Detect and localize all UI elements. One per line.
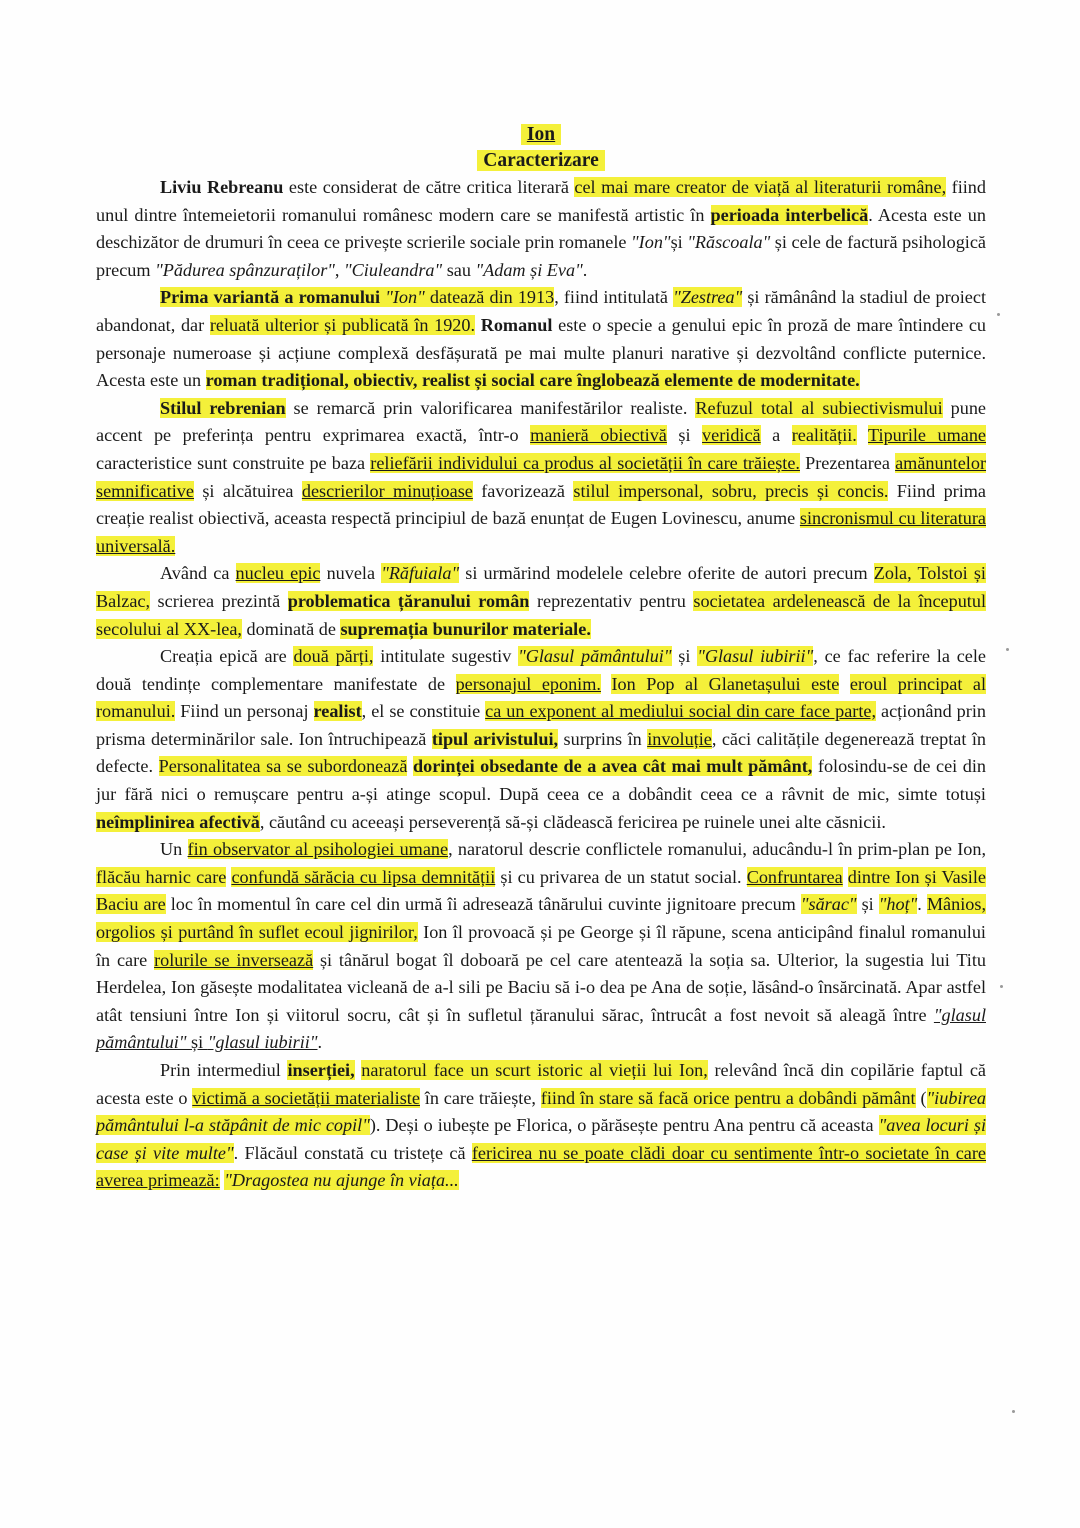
text-run: sau (442, 259, 476, 280)
highlighted-text: stilul impersonal, sobru, precis și concis. (573, 480, 889, 501)
highlighted-text: Prima variantă a romanului (160, 287, 386, 308)
highlighted-text: datează din 1913 (424, 287, 555, 308)
highlighted-text: Stilul rebrenian (160, 397, 286, 418)
highlighted-text: flăcău harnic care (96, 866, 227, 887)
text-run: , naratorul descrie conflictele romanului, aducându-l în prim-plan pe Ion, (448, 839, 986, 860)
highlighted-text: fericirea nu se poate clădi doar cu sentimente într-o societate în care averea primează: (96, 1142, 986, 1191)
text-run: Fiind prima creație realist obiectivă, aceasta respectă principiul de bază enunțat de Eugen Lovinescu, anume (96, 480, 987, 529)
highlighted-text: manieră obiectivă (530, 425, 667, 446)
highlighted-text: Personalitatea sa se subordonează (158, 756, 408, 777)
text-run: relevând încă din copilărie faptul că acesta este o (96, 1060, 986, 1108)
highlighted-text: victimă a societății materialiste (192, 1087, 420, 1108)
text-run: și (856, 894, 879, 915)
text-run: folosindu-se de cei din jur fără nici o remușcare pentru a-și atinge scopul. După ceea ce a dobândit ceea ce a râvnit de mic, simte totuși (96, 756, 986, 805)
highlighted-text: "iubirea pământului l-a stăpânit de mic copil" (96, 1087, 987, 1136)
highlighted-text: reliefării individului ca produs al societății în care trăiește. (370, 452, 800, 473)
highlighted-text: realității. (791, 425, 857, 446)
highlighted-text: "Zestrea" (673, 287, 743, 308)
highlighted-text: tipul arivistului, (431, 728, 559, 749)
text-run: Un (160, 839, 188, 860)
highlighted-text: "avea locuri și case și vite multe" (96, 1115, 987, 1163)
text-run: "Pădurea spânzuraților" (155, 259, 335, 280)
text-run: . (317, 1032, 323, 1053)
highlighted-text: naratorul face un scurt istoric al vieții lui Ion, (361, 1060, 708, 1080)
text-run: favorizează (472, 480, 574, 501)
highlighted-text: personajul eponim. (455, 673, 601, 694)
text-run (839, 674, 850, 694)
highlighted-text: "hoț" (878, 894, 918, 915)
text-run: și tânărul bogat îl doboară pe cel care atentează la soția sa. Ulterior, la sugestia lui Titu Herdelea, Ion găsește modalitatea vicleană de a-l sili pe Baciu să i-o dea pe Ana de soție, lăsând-o însărcinată. Apar astfel atât tensiuni între Ion și viitorul socru, cât și în sufletul țăranului sărac, întrucât a fost nevoit să aleagă între (96, 949, 986, 1025)
title-text: Ion (521, 124, 561, 145)
highlighted-text: societatea ardelenească de la începutul secolului al XX-lea, (96, 590, 986, 639)
highlighted-text: "Glasul iubirii" (697, 646, 814, 667)
scan-speck (1000, 985, 1003, 988)
text-run: , căci calitățile degenerează treptat în defecte. (96, 728, 987, 777)
text-run: Creația epică are (160, 646, 294, 667)
text-run: loc în momentul în care cel din urmă îi adresează tânărului cuvinte jignitoare precum (165, 894, 801, 915)
text-run: ( (915, 1087, 927, 1108)
highlighted-text: "Ion" (385, 287, 425, 308)
highlighted-text: Ion Pop al Glanetașului este (611, 673, 840, 694)
text-run: reprezentativ pentru (529, 590, 694, 611)
text-run: Romanul (480, 314, 553, 335)
highlighted-text: Confruntarea (746, 866, 843, 887)
text-run: fiind unul dintre întemeietorii romanului românesc modern care se manifestă artistic în (96, 177, 986, 225)
text-run: este o specie a genului epic în proză de mare întindere cu personaje numeroase și acțiune complexă desfășurată pe mai multe planuri narative și dezvoltând conflicte puternice. Acesta este un (96, 314, 987, 391)
text-run: . (917, 894, 927, 915)
text-run: și alcătuirea (193, 480, 302, 501)
text-run: "Ciuleandra" (344, 259, 443, 280)
highlighted-text: involuție (647, 728, 712, 749)
paragraph (96, 643, 986, 836)
highlighted-text: Mânios, orgolios și purtând în suflet ecoul jignirilor, (96, 894, 986, 943)
text-run: . (582, 259, 588, 280)
text-run: și (671, 646, 698, 667)
text-run: caracteristice sunt construite pe baza (96, 452, 371, 473)
highlighted-text: supremația bunurilor materiale. (340, 618, 591, 639)
highlighted-text: realist (313, 701, 362, 722)
text-run: si urmărind modelele celebre oferite de autori precum (459, 563, 874, 584)
text-run (601, 674, 612, 694)
text-run: scrierea prezintă (150, 590, 288, 611)
text-run: este considerat de către critica literară (283, 177, 575, 197)
text-run: acționând prin prisma determinărilor sale. Ion întruchipează (96, 701, 986, 749)
text-run: dominată de (241, 618, 341, 639)
highlighted-text: descrierilor minuțioase (301, 480, 473, 501)
text-run: "glasul iubirii" (207, 1032, 318, 1053)
subtitle-text: Caracterizare (477, 150, 604, 171)
highlighted-text: Tipurile umane (868, 425, 986, 446)
text-run: "glasul pământului" (96, 1004, 986, 1053)
text-run: Prezentarea (799, 452, 896, 473)
highlighted-text: fiind în stare să facă orice pentru a dobândi pământ (540, 1087, 916, 1108)
text-run: și (666, 425, 703, 446)
highlighted-text: confundă sărăcia cu lipsa demnității (231, 866, 496, 887)
document-body (96, 122, 986, 1195)
highlighted-text: dintre Ion și Vasile Baciu are (96, 866, 986, 915)
paragraphs-container (96, 174, 986, 1195)
highlighted-text: "Răfuiala" (381, 563, 460, 584)
highlighted-text: fin observator al psihologiei umane (187, 839, 449, 860)
text-run: și (670, 232, 688, 253)
text-run: în care trăiește, (419, 1087, 541, 1108)
highlighted-text: amănuntelor semnificative (96, 452, 987, 501)
document-title (96, 122, 986, 148)
text-run: surprins în (558, 728, 648, 749)
paragraph (96, 395, 986, 561)
highlighted-text: eroul principat al romanului. (96, 673, 987, 722)
highlighted-text: ca un exponent al mediului social din care face parte, (485, 701, 876, 722)
text-run (857, 425, 868, 445)
paragraph (96, 174, 986, 284)
text-run: nuvela (320, 563, 382, 584)
scan-speck (997, 313, 1000, 316)
highlighted-text: nucleu epic (235, 563, 321, 584)
highlighted-text: roman tradițional, obiectiv, realist și social care înglobează elemente de modernitate. (205, 370, 860, 391)
highlighted-text: perioada interbelică (710, 204, 869, 225)
text-run: se remarcă prin valorificarea manifestărilor realiste. (285, 397, 696, 418)
text-run: , (334, 259, 345, 280)
text-run: . Flăcăul constată cu tristețe că (233, 1142, 472, 1163)
text-run: Prin intermediul (160, 1060, 288, 1080)
highlighted-text: două părți, (293, 646, 374, 667)
highlighted-text: veridică (702, 425, 761, 446)
highlighted-text: rolurile se inversează (154, 949, 314, 970)
text-run: și cu privarea de un statut social. (495, 866, 747, 887)
paragraph (96, 284, 986, 394)
text-run: , fiind intitulată (554, 287, 674, 308)
paragraph (96, 560, 986, 643)
text-run: Liviu Rebreanu (160, 177, 284, 197)
text-run: Ion îl provoacă și pe George și îl răpune, scena anticipând finalul romanului în care (96, 922, 986, 970)
text-run: și (186, 1032, 208, 1053)
text-run: "Răscoala" (687, 232, 771, 253)
text-run (843, 867, 848, 887)
highlighted-text: "sărac" (800, 894, 857, 915)
highlighted-text: problematica țăranului român (287, 590, 530, 611)
text-run: și rămânând la stadiul de proiect abandonat, dar (96, 287, 987, 335)
paragraph (96, 836, 986, 1057)
text-run: intitulate sugestiv (373, 646, 519, 667)
text-run: pune accent pe preferința pentru exprimarea exactă, într-o (96, 397, 986, 446)
text-run: , căutând cu aceeași perseverență să-și clădească fericirea pe ruinele unei alte căsnicii. (259, 811, 886, 832)
text-run: , ce fac referire la cele două tendințe complementare manifestate de (96, 646, 986, 694)
text-run: și cele de factură psihologică precum (96, 232, 986, 280)
paragraph (96, 1057, 986, 1195)
highlighted-text: Zola, Tolstoi și Balzac, (96, 563, 986, 611)
highlighted-text: neîmplinirea afectivă (96, 811, 260, 832)
text-run: , el se constituie (361, 701, 486, 722)
highlighted-text: sincronismul cu literatura universală. (96, 508, 986, 556)
highlighted-text: inserției, (287, 1060, 355, 1080)
text-run: a (760, 425, 792, 446)
highlighted-text: "Dragostea nu ajunge în viața... (224, 1170, 459, 1191)
text-run: "Adam și Eva" (475, 259, 583, 280)
text-run: ). Deși o iubește pe Florica, o părăsește pentru Ana pentru că aceasta (369, 1115, 879, 1136)
highlighted-text: cel mai mare creator de viață al literaturii române, (574, 177, 947, 197)
highlighted-text: reluată ulterior și publicată în 1920. (209, 314, 476, 335)
text-run: "Ion" (631, 232, 671, 253)
document-subtitle (96, 148, 986, 174)
highlighted-text: Refuzul total al subiectivismului (695, 397, 943, 418)
scan-speck (1012, 1410, 1015, 1413)
scan-speck (1006, 648, 1009, 651)
text-run: Fiind un personaj (175, 701, 314, 722)
highlighted-text: "Glasul pământului" (518, 646, 672, 667)
text-run: Având ca (160, 563, 236, 584)
highlighted-text: dorinței obsedante de a avea cât mai mult pământ, (413, 756, 813, 777)
text-run: . Acesta este un deschizător de drumuri în ceea ce privește scrierile sociale prin romanele (96, 204, 986, 253)
